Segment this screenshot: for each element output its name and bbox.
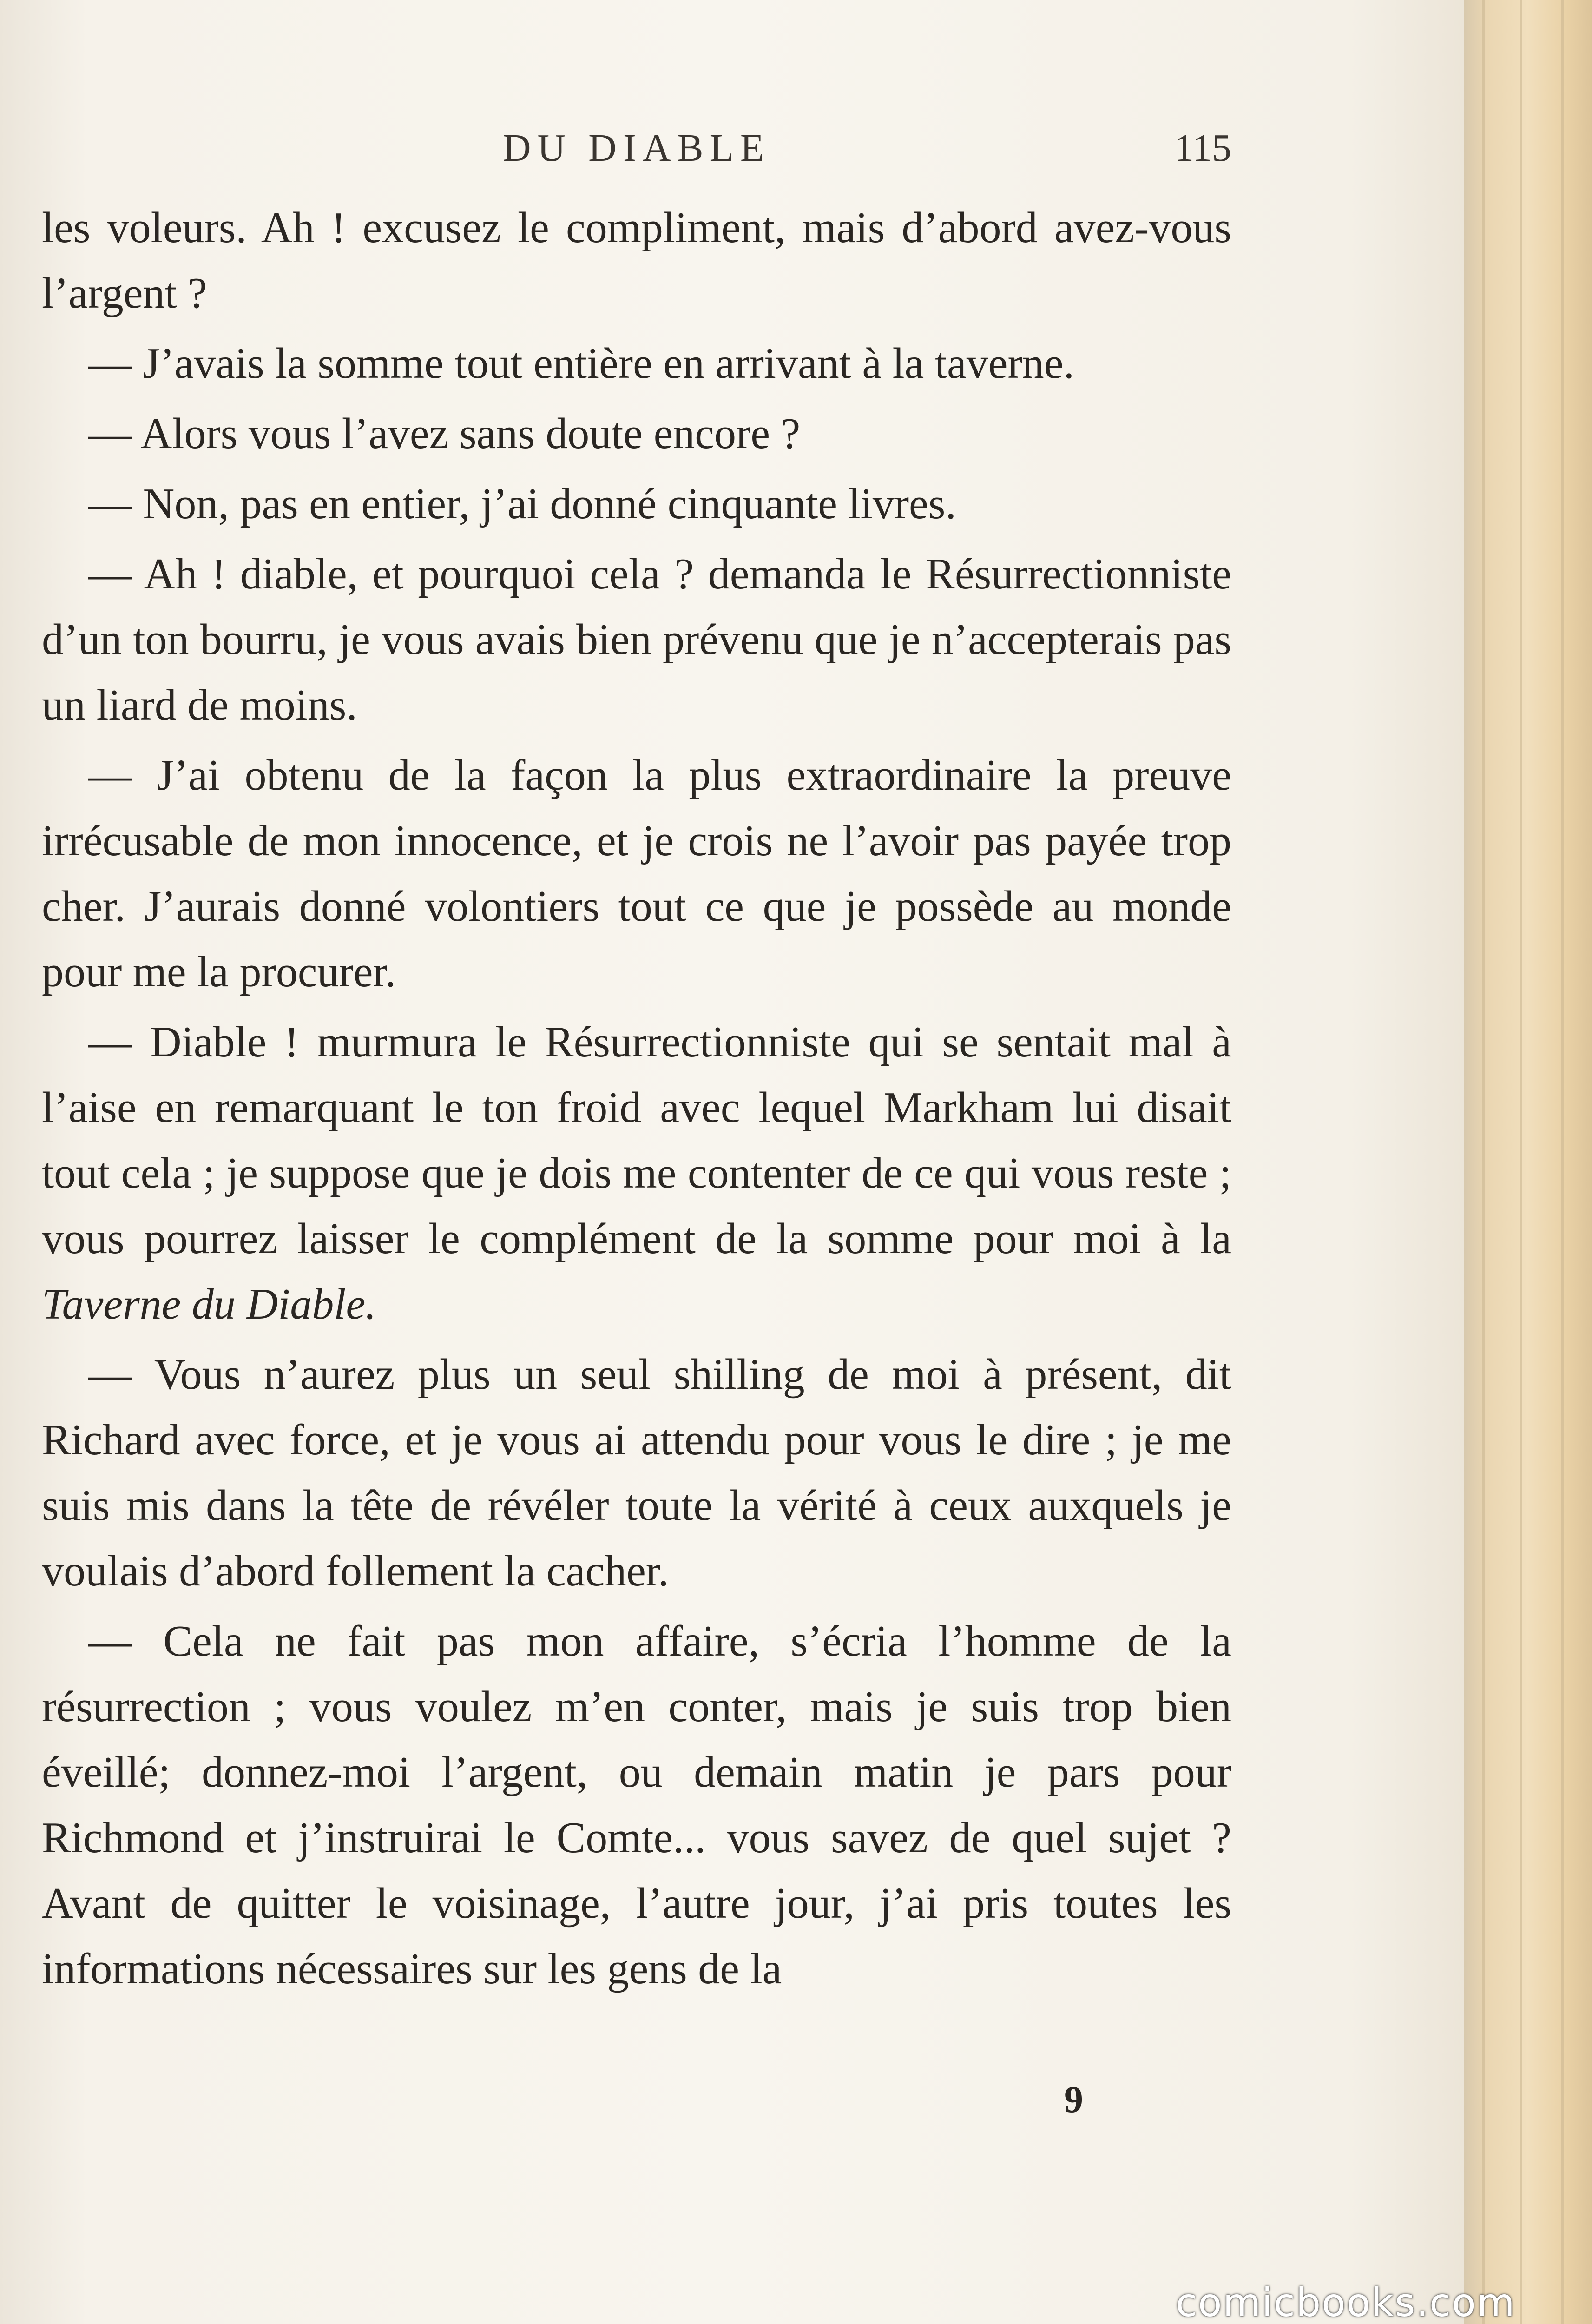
page-edge-line bbox=[1561, 0, 1564, 2324]
page-number: 115 bbox=[1174, 126, 1231, 170]
paragraph-text: — Ah ! diable, et pourquoi cela ? demanda le Résurrectionniste d’un ton bourru, je vous avais bien prévenu que je n’accepterais pas un liard de moins. bbox=[42, 550, 1231, 729]
paragraph-text: — Vous n’aurez plus un seul shilling de moi à présent, dit Richard avec force, et je vous ai attendu pour vous le dire ; je me suis mis dans la tête de révéler toute la vérité à ceux auxquels je voulais d’abord follement la cacher. bbox=[42, 1350, 1231, 1595]
paragraph-text: — Non, pas en entier, j’ai donné cinquante livres. bbox=[88, 480, 956, 528]
paragraph bbox=[42, 471, 1231, 537]
italic-title: Taverne du Diable. bbox=[42, 1280, 376, 1328]
paragraph-text: — J’avais la somme tout entière en arrivant à la taverne. bbox=[88, 339, 1074, 388]
paragraph bbox=[42, 331, 1231, 396]
watermark: comicbooks.com bbox=[1176, 2280, 1516, 2324]
paragraph bbox=[42, 1342, 1231, 1604]
paragraph-text: — Diable ! murmura le Résurrectionniste qui se sentait mal à l’aise en remarquant le ton froid avec lequel Markham lui disait tout cela ; je suppose que je dois me contenter de ce qui vous reste ; vous pourrez laisser le complément de la somme pour moi à la bbox=[42, 1018, 1231, 1263]
paragraph-text: les voleurs. Ah ! excusez le compliment, mais d’abord avez-vous l’argent ? bbox=[42, 204, 1231, 317]
paragraph-text: — Alors vous l’avez sans doute encore ? bbox=[88, 409, 801, 458]
page-edge-line bbox=[1520, 0, 1522, 2324]
body-text bbox=[42, 195, 1231, 2007]
page-header bbox=[42, 125, 1231, 181]
paragraph bbox=[42, 1010, 1231, 1337]
page-edge-stack bbox=[1464, 0, 1592, 2324]
paragraph-text: — Cela ne fait pas mon affaire, s’écria l’homme de la résurrection ; vous voulez m’en conter, mais je suis trop bien éveillé; donnez-moi l’argent, ou demain matin je pars pour Richmond et j’instruirai le Comte... vous savez de quel sujet ? Avant de quitter le voisinage, l’autre jour, j’ai pris toutes les informations nécessaires sur les gens de la bbox=[42, 1617, 1231, 1993]
paragraph bbox=[42, 1609, 1231, 2002]
running-title: DU DIABLE bbox=[502, 126, 771, 170]
paragraph bbox=[42, 541, 1231, 738]
paragraph bbox=[42, 743, 1231, 1005]
paragraph bbox=[42, 401, 1231, 467]
page-edge-line bbox=[1482, 0, 1485, 2324]
paragraph bbox=[42, 195, 1231, 326]
paragraph-text: — J’ai obtenu de la façon la plus extraordinaire la preuve irrécusable de mon innocence, et je crois ne l’avoir pas payée trop cher. J’aurais donné volontiers tout ce que je possède au monde pour me la procurer. bbox=[42, 751, 1231, 996]
signature-mark: 9 bbox=[1064, 2078, 1083, 2120]
